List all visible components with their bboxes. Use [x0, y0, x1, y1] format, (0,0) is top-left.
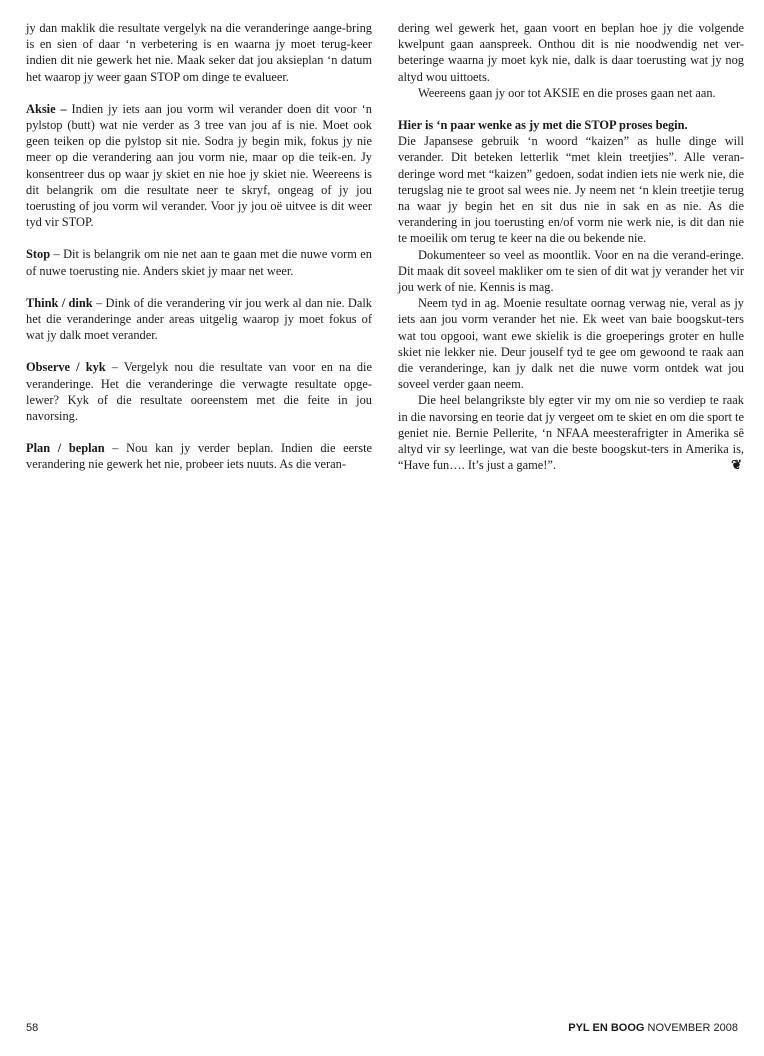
left-column	[26, 20, 372, 473]
heading-text: Hier is ‘n paar wenke as jy met die STOP proses begin.	[398, 118, 688, 133]
final-text: Die heel belangrikste bly egter vir my om nie so verdiep te raak in die navorsing en teorie dat jy vergeet om te skiet en om die sport te geniet nie. Bernie Pellerite, ‘n NFAA meesterafrigter in Amerika sê altyd vir sy leerlinge, wat van die beste boogskut-ters in Amerika is, “Have fun…. It’s just a game!”.	[398, 393, 744, 473]
magazine-issue	[568, 1022, 738, 1034]
text-plan: – Nou kan jy verder beplan. Indien die eerste verandering nie gewerk het nie, probeer iets nuuts. As die veran-	[26, 441, 373, 472]
paragraph-final	[398, 392, 744, 473]
paragraph-stop	[26, 246, 372, 278]
paragraph: Die Japansese gebruik ‘n woord “kaizen” as hulle dinge will verander. Dit beteken letterlik “met klein treetjies”. Alle veran-deringe word met “kaizen” gedoen, sodat indien iets nie werk nie, die terugslag nie te groot sal wees nie. Jy neem net ‘n klein treetjie terug na waar jy begin het en sit dus nie in sak en as nie. As die verandering in jou toerusting en/of vorm nie werk nie, is dit dan nie te moeilik om terug te keer na die ou bekende nie.	[398, 134, 744, 246]
paragraph: Dokumenteer so veel as moontlik. Voor en na die verand-eringe. Dit maak dit soveel makliker om te sien of dit wat jy verander het vir jou werk of nie. Kennis is mag.	[398, 247, 744, 295]
paragraph: Weereens gaan jy oor tot AKSIE en die proses gaan net aan.	[418, 85, 716, 100]
paragraph: dering wel gewerk het, gaan voort en beplan hoe jy die volgende kwelpunt gaan aanspreek. Onthou dit is nie noodwendig net ver-beteringe waarna jy moet kyk nie, dalk is daar toerusting wat jy nog altyd wou uittoets.	[398, 21, 744, 84]
page-footer	[26, 1022, 738, 1038]
text-stop: – Dit is belangrik om nie net aan te gaan met die nuwe vorm en of nuwe toerusting nie. Anders skiet jy maar net weer.	[26, 247, 372, 278]
paragraph: jy dan maklik die resultate vergelyk na die veranderinge aange-bring is en sien of daar ‘n verbetering is en waarna jy moet terug-keer indien dit nie gewerk het nie. Maak seker dat jou aksieplan ‘n datum het waarop jy weer gaan STOP om dinge te evalueer.	[26, 21, 372, 84]
paragraph-plan	[26, 440, 372, 472]
paragraph-aksie	[26, 101, 372, 231]
end-mark-icon: ❦	[731, 457, 742, 473]
paragraph-observe	[26, 359, 372, 424]
section-heading	[398, 117, 744, 133]
term-observe: Observe / kyk	[26, 360, 106, 375]
text-aksie: Indien jy iets aan jou vorm wil verander doen dit voor ‘n pylstop (butt) wat nie verder as 3 tree van jou af is nie. Moet ook geen teiken op die pylstop sit nie. Sodra jy begin mik, fokus jy nie meer op die verandering aan jou vorm nie, maar op die teik-en. Jy konsentreer dus op waar jy skiet en nie hoe jy skiet nie. Weereens is dit belangrik om die resultate neer te skryf, ongeag of jy jou toerusting of jou vorm wil verander. Voor jy jou oë uitvee is dit weer tyd vir STOP.	[26, 101, 372, 230]
magazine-name: PYL EN BOOG	[568, 1022, 645, 1034]
term-plan: Plan / beplan	[26, 441, 105, 456]
term-aksie: Aksie –	[26, 101, 67, 116]
right-column	[398, 20, 744, 473]
page-number: 58	[26, 1022, 39, 1034]
text-think: – Dink of die verandering vir jou werk al dan nie. Dalk het die veranderinge ander areas uitgelig waarop jy moet fokus of wat jy dalk moet verander.	[26, 295, 373, 343]
term-stop: Stop	[26, 247, 51, 262]
term-think: Think / dink	[26, 295, 93, 310]
paragraph-think	[26, 295, 372, 344]
paragraph: Neem tyd in ag. Moenie resultate oornag verwag nie, veral as jy iets aan jou vorm verander het nie. Ek weet van baie boogskut-ters wat tou opgooi, want ewe skielik is die groeperings groter en hulle skiet nie lekker nie. Deur jouself tyd te gee om gewoond te raak aan die veranderinge, kan jy dalk net die nuwe vorm ontdek wat jou soveel verder gaan neem.	[398, 296, 744, 392]
issue-date: NOVEMBER 2008	[644, 1022, 738, 1034]
text-observe: – Vergelyk nou die resultate van voor en na die veranderinge. Het die veranderinge die verwagte resultate opge-lewer? Kyk of die resultate ooreenstem met die feite in jou navorsing.	[26, 360, 372, 424]
